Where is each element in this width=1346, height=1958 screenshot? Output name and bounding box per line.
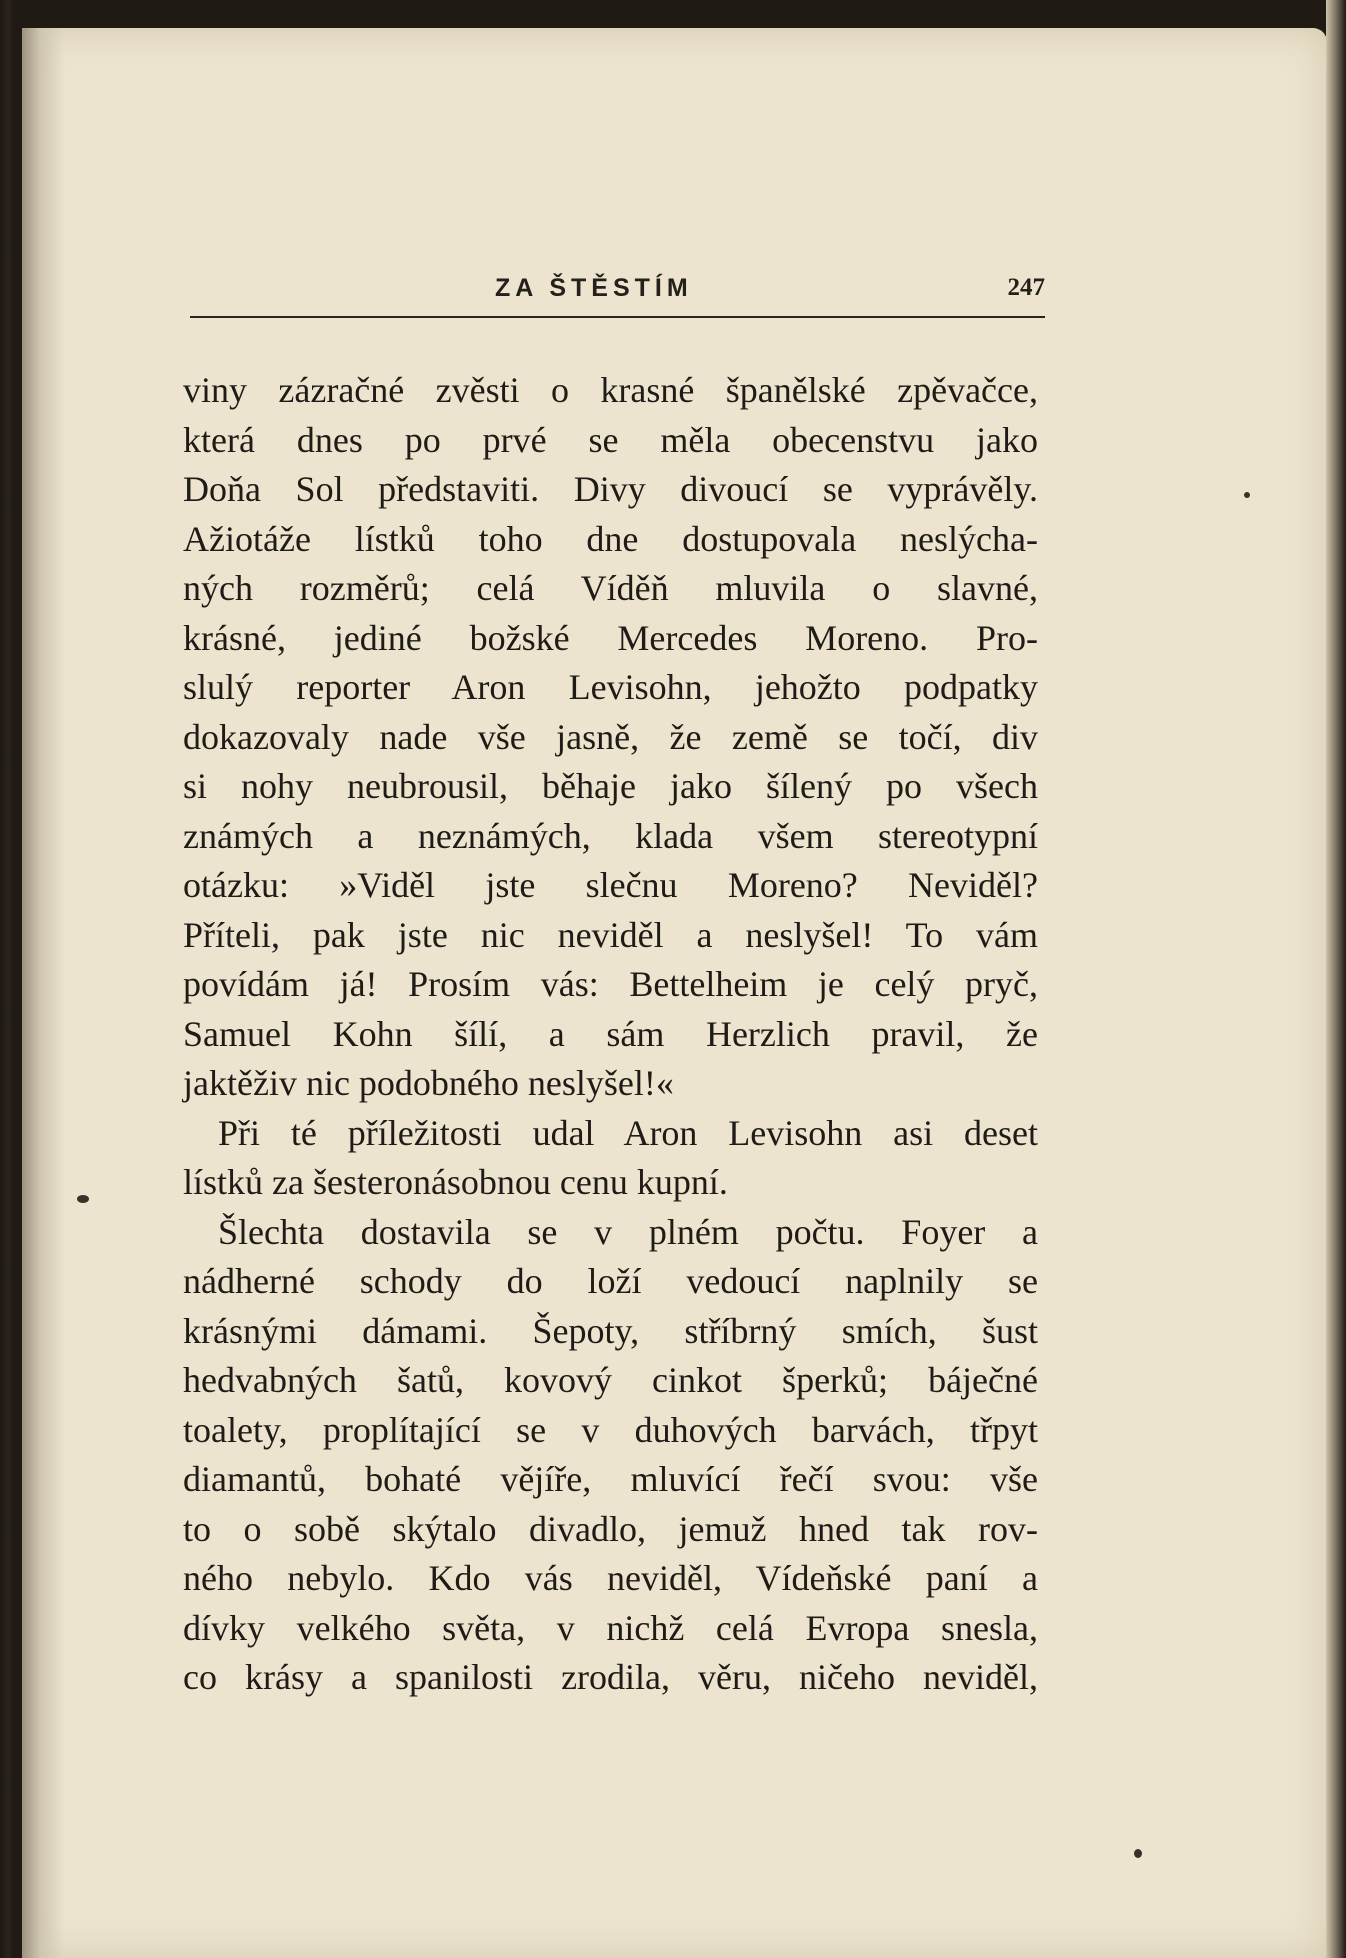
text-line: jaktěživ nic podobného neslyšel!«: [183, 1063, 674, 1103]
page-number: 247: [1007, 274, 1045, 301]
text-line: si nohy neubrousil, běhaje jako šílený po všech: [183, 766, 1038, 806]
text-line: lístků za šesteronásobnou cenu kupní.: [183, 1162, 728, 1202]
text-line: Při té příležitosti udal Aron Levisohn asi deset: [218, 1112, 1038, 1153]
text-line: otázku: »Viděl jste slečnu Moreno? Neviděl?: [183, 865, 1038, 905]
print-speck: [77, 1195, 89, 1203]
text-line: která dnes po prvé se měla obecenstvu jako: [183, 419, 1038, 460]
text-line: Příteli, pak jste nic neviděl a neslyšel! To vám: [183, 914, 1038, 955]
text-line: Samuel Kohn šílí, a sám Herzlich pravil, že: [183, 1013, 1038, 1054]
text-line: ných rozměrů; celá Víděň mluvila o slavné,: [183, 568, 1038, 608]
page-gutter: [22, 28, 64, 1958]
text-line: známých a neznámých, klada všem stereotypní: [183, 815, 1038, 856]
text-line: ného nebylo. Kdo vás neviděl, Vídeňské paní a: [183, 1558, 1038, 1598]
running-header: [190, 270, 1045, 318]
text-line: nádherné schody do loží vedoucí naplnily se: [183, 1261, 1038, 1301]
text-line: povídám já! Prosím vás: Bettelheim je celý pryč,: [183, 964, 1038, 1004]
text-line: krásnými dámami. Šepoty, stříbrný smích, šust: [183, 1310, 1038, 1351]
text-line: dokazovaly nade vše jasně, že země se točí, div: [183, 716, 1038, 757]
text-line: toalety, proplítající se v duhových barvách, třpyt: [183, 1409, 1038, 1450]
text-line: co krásy a spanilosti zrodila, věru, ničeho neviděl,: [183, 1657, 1038, 1697]
print-speck: [1134, 1849, 1142, 1858]
text-line: to o sobě skýtalo divadlo, jemuž hned tak rov-: [183, 1508, 1038, 1549]
text-line: slulý reporter Aron Levisohn, jehožto podpatky: [183, 667, 1038, 707]
running-title: ZA ŠTĚSTÍM: [495, 274, 693, 302]
text-line: Ažiotáže lístků toho dne dostupovala neslýcha-: [183, 518, 1038, 559]
text-line: dívky velkého světa, v nichž celá Evropa snesla,: [183, 1607, 1038, 1648]
body-text: [183, 366, 1038, 1703]
text-line: viny zázračné zvěsti o krasné španělské zpěvačce,: [183, 370, 1038, 410]
text-line: Šlechta dostavila se v plném počtu. Foyer a: [218, 1211, 1038, 1252]
text-line: hedvabných šatů, kovový cinkot šperků; báječné: [183, 1360, 1038, 1400]
text-line: krásné, jediné božské Mercedes Moreno. Pro-: [183, 617, 1038, 658]
text-line: Doňa Sol představiti. Divy divoucí se vyprávěly.: [183, 469, 1038, 509]
page-edge: [1326, 0, 1346, 1958]
print-speck: [1244, 492, 1250, 498]
text-line: diamantů, bohaté vějíře, mluvící řečí svou: vše: [183, 1459, 1038, 1499]
